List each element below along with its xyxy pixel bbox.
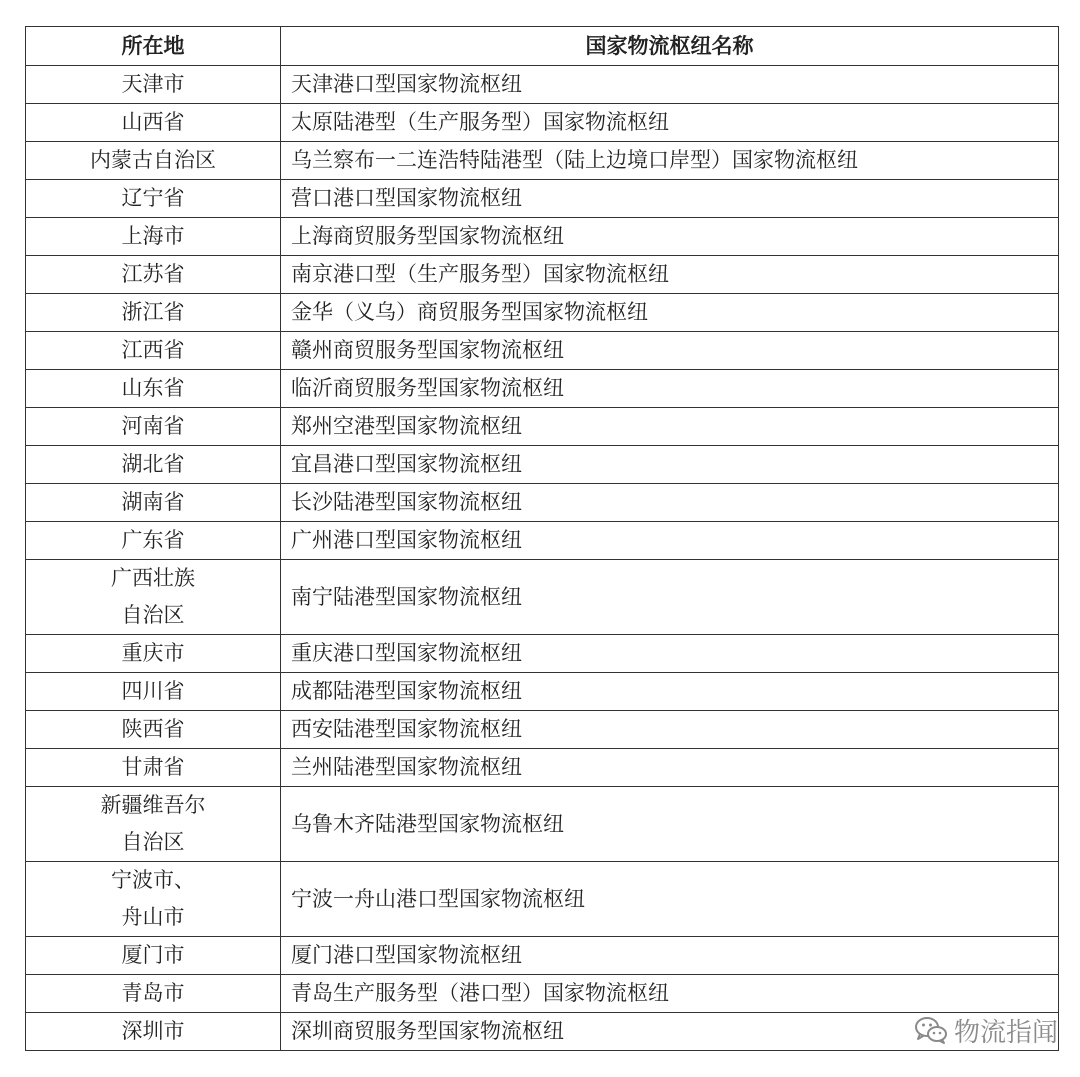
logistics-hub-table <box>25 26 1059 1051</box>
location-cell <box>26 560 281 635</box>
table-row <box>26 560 1059 635</box>
table-row <box>26 711 1059 749</box>
location-cell <box>26 1013 281 1051</box>
hub-name-cell: 南宁陆港型国家物流枢纽 <box>281 560 1059 635</box>
column-header-location: 所在地 <box>26 27 281 66</box>
location-cell <box>26 635 281 673</box>
location-text: 青岛市 <box>121 981 185 1005</box>
location-text: 新疆维吾尔 <box>100 793 206 817</box>
location-text: 天津市 <box>121 72 185 96</box>
location-text: 江西省 <box>121 338 185 362</box>
watermark <box>914 1013 1058 1047</box>
hub-name-cell: 西安陆港型国家物流枢纽 <box>281 711 1059 749</box>
watermark-text: 物流指闻 <box>953 1017 1058 1048</box>
location-text: 自治区 <box>121 603 185 627</box>
table-row <box>26 522 1059 560</box>
table-row <box>26 484 1059 522</box>
table-row <box>26 787 1059 862</box>
location-text: 重庆市 <box>121 641 185 665</box>
location-cell <box>26 294 281 332</box>
location-text: 深圳市 <box>121 1019 185 1043</box>
hub-name-cell: 金华（义乌）商贸服务型国家物流枢纽 <box>281 294 1059 332</box>
location-cell <box>26 749 281 787</box>
location-cell <box>26 787 281 862</box>
location-cell <box>26 218 281 256</box>
hub-name-cell: 兰州陆港型国家物流枢纽 <box>281 749 1059 787</box>
hub-name-cell: 郑州空港型国家物流枢纽 <box>281 408 1059 446</box>
location-text: 辽宁省 <box>121 186 185 210</box>
table-row <box>26 104 1059 142</box>
location-text: 河南省 <box>121 414 185 438</box>
hub-name-cell: 营口港口型国家物流枢纽 <box>281 180 1059 218</box>
hub-name-cell: 长沙陆港型国家物流枢纽 <box>281 484 1059 522</box>
location-text: 自治区 <box>121 830 185 854</box>
location-cell <box>26 711 281 749</box>
table-row <box>26 66 1059 104</box>
table-row <box>26 975 1059 1013</box>
location-text: 舟山市 <box>121 905 185 929</box>
location-cell <box>26 937 281 975</box>
hub-name-cell: 赣州商贸服务型国家物流枢纽 <box>281 332 1059 370</box>
table-body <box>26 66 1059 1051</box>
hub-name-cell: 上海商贸服务型国家物流枢纽 <box>281 218 1059 256</box>
table-row <box>26 446 1059 484</box>
location-cell <box>26 66 281 104</box>
location-text: 上海市 <box>121 224 185 248</box>
hub-name-cell: 成都陆港型国家物流枢纽 <box>281 673 1059 711</box>
table-row <box>26 673 1059 711</box>
table-header-row <box>26 27 1059 66</box>
table-row <box>26 370 1059 408</box>
location-cell <box>26 104 281 142</box>
location-text: 山东省 <box>121 376 185 400</box>
hub-name-cell: 厦门港口型国家物流枢纽 <box>281 937 1059 975</box>
location-text: 宁波市、 <box>111 868 195 892</box>
hub-name-cell: 青岛生产服务型（港口型）国家物流枢纽 <box>281 975 1059 1013</box>
location-text: 广西壮族 <box>111 566 195 590</box>
table-row <box>26 862 1059 937</box>
table-row <box>26 937 1059 975</box>
table-row <box>26 332 1059 370</box>
location-text: 江苏省 <box>121 262 185 286</box>
location-cell <box>26 370 281 408</box>
location-text: 四川省 <box>121 679 185 703</box>
hub-name-cell: 广州港口型国家物流枢纽 <box>281 522 1059 560</box>
location-cell <box>26 975 281 1013</box>
table-row <box>26 1013 1059 1051</box>
table-row <box>26 294 1059 332</box>
location-text: 甘肃省 <box>121 755 185 779</box>
location-text: 湖南省 <box>121 490 185 514</box>
location-text: 厦门市 <box>121 943 185 967</box>
location-cell <box>26 256 281 294</box>
location-cell <box>26 484 281 522</box>
location-cell <box>26 180 281 218</box>
table-row <box>26 749 1059 787</box>
location-text: 广东省 <box>121 528 185 552</box>
hub-name-cell: 乌兰察布一二连浩特陆港型（陆上边境口岸型）国家物流枢纽 <box>281 142 1059 180</box>
location-text: 陕西省 <box>121 717 185 741</box>
location-cell <box>26 408 281 446</box>
table-row <box>26 635 1059 673</box>
hub-name-cell: 天津港口型国家物流枢纽 <box>281 66 1059 104</box>
table-row <box>26 180 1059 218</box>
hub-name-cell: 宜昌港口型国家物流枢纽 <box>281 446 1059 484</box>
column-header-hub-name: 国家物流枢纽名称 <box>281 27 1059 66</box>
location-cell <box>26 446 281 484</box>
location-cell <box>26 862 281 937</box>
table-row <box>26 218 1059 256</box>
location-cell <box>26 522 281 560</box>
hub-name-cell: 重庆港口型国家物流枢纽 <box>281 635 1059 673</box>
hub-name-cell: 南京港口型（生产服务型）国家物流枢纽 <box>281 256 1059 294</box>
hub-name-cell: 深圳商贸服务型国家物流枢纽 <box>281 1013 1059 1051</box>
location-text: 浙江省 <box>121 300 185 324</box>
location-cell <box>26 332 281 370</box>
hub-name-cell: 太原陆港型（生产服务型）国家物流枢纽 <box>281 104 1059 142</box>
table-row <box>26 142 1059 180</box>
location-text: 湖北省 <box>121 452 185 476</box>
hub-name-cell: 乌鲁木齐陆港型国家物流枢纽 <box>281 787 1059 862</box>
table-row <box>26 408 1059 446</box>
location-cell <box>26 673 281 711</box>
table-row <box>26 256 1059 294</box>
location-text: 内蒙古自治区 <box>90 148 216 172</box>
wechat-icon <box>914 1015 948 1045</box>
hub-name-cell: 宁波一舟山港口型国家物流枢纽 <box>281 862 1059 937</box>
location-cell <box>26 142 281 180</box>
location-text: 山西省 <box>121 110 185 134</box>
hub-name-cell: 临沂商贸服务型国家物流枢纽 <box>281 370 1059 408</box>
